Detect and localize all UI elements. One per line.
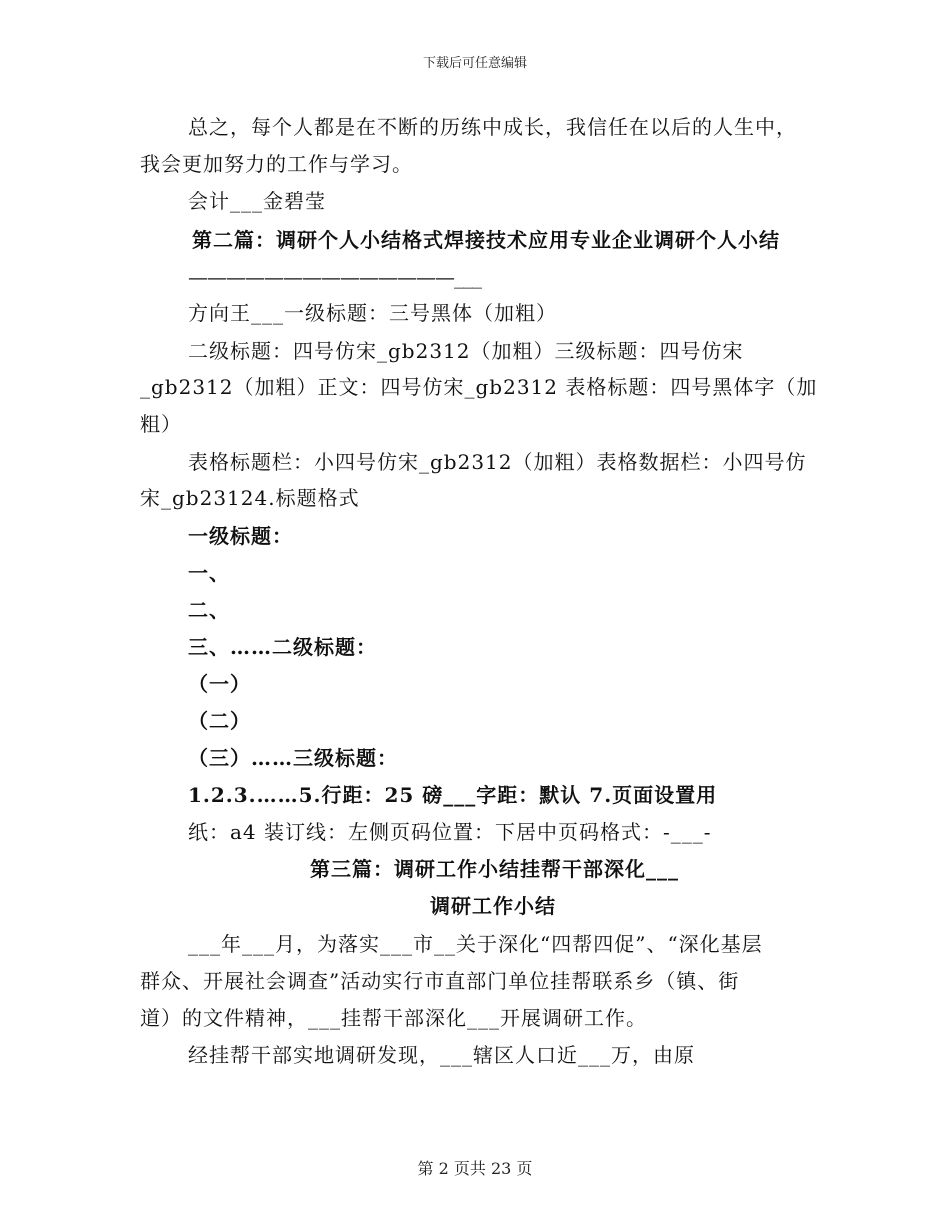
body-text-line: _gb2312（加粗）正文：四号仿宋_gb2312 表格标题：四号黑体字（加 [140,375,818,399]
heading-item: 三、……二级标题： [188,635,377,659]
page-header: 下载后可任意编辑 [422,56,527,71]
body-text-line: 二级标题：四号仿宋_gb2312（加粗）三级标题：四号仿宋 [188,339,744,363]
heading-item: （一） [188,672,251,696]
body-text-line: 方向王___一级标题：三号黑体（加粗） [188,301,557,325]
heading-item: （三）……三级标题： [188,746,398,770]
body-text-line: 表格标题栏：小四号仿宋_gb2312（加粗）表格数据栏：小四号仿 [188,450,807,474]
body-text-line: 宋_gb23124.标题格式 [140,486,360,510]
divider-line: ——————————————___ [188,265,481,289]
heading-item: 1.2.3.……5.行距：25 磅___字距：默认 7.页面设置用 [188,783,718,807]
body-text-line: 群众、开展社会调查”活动实行市直部门单位挂帮联系乡（镇、街 [140,969,740,993]
body-text-line: 经挂帮干部实地调研发现，___辖区人口近___万，由原 [188,1043,695,1067]
body-text-line: 粗） [140,412,182,436]
section-heading-2: 第二篇：调研个人小结格式焊接技术应用专业企业调研个人小结 [192,228,780,252]
section-heading-3: 第三篇：调研工作小结挂帮干部深化___ [310,857,679,881]
heading-item: 一级标题： [188,524,293,548]
heading-item: 一、 [188,561,230,585]
author-line: 会计___金碧莹 [188,189,326,213]
body-text-line: 纸：a4 装订线：左侧页码位置：下居中页码格式：-___- [188,820,712,844]
heading-item: 二、 [188,598,230,622]
page-footer: 第 2 页共 23 页 [417,1159,533,1178]
body-text-line: ___年___月，为落实___市__关于深化“四帮四促”、“深化基层 [188,932,763,956]
section-subtitle: 调研工作小结 [430,894,556,918]
body-text-line: 我会更加努力的工作与学习。 [140,152,413,176]
body-text-line: 总之，每个人都是在不断的历练中成长，我信任在以后的人生中， [188,115,797,139]
heading-item: （二） [188,709,251,733]
body-text-line: 道）的文件精神，___挂帮干部深化___开展调研工作。 [140,1006,647,1030]
